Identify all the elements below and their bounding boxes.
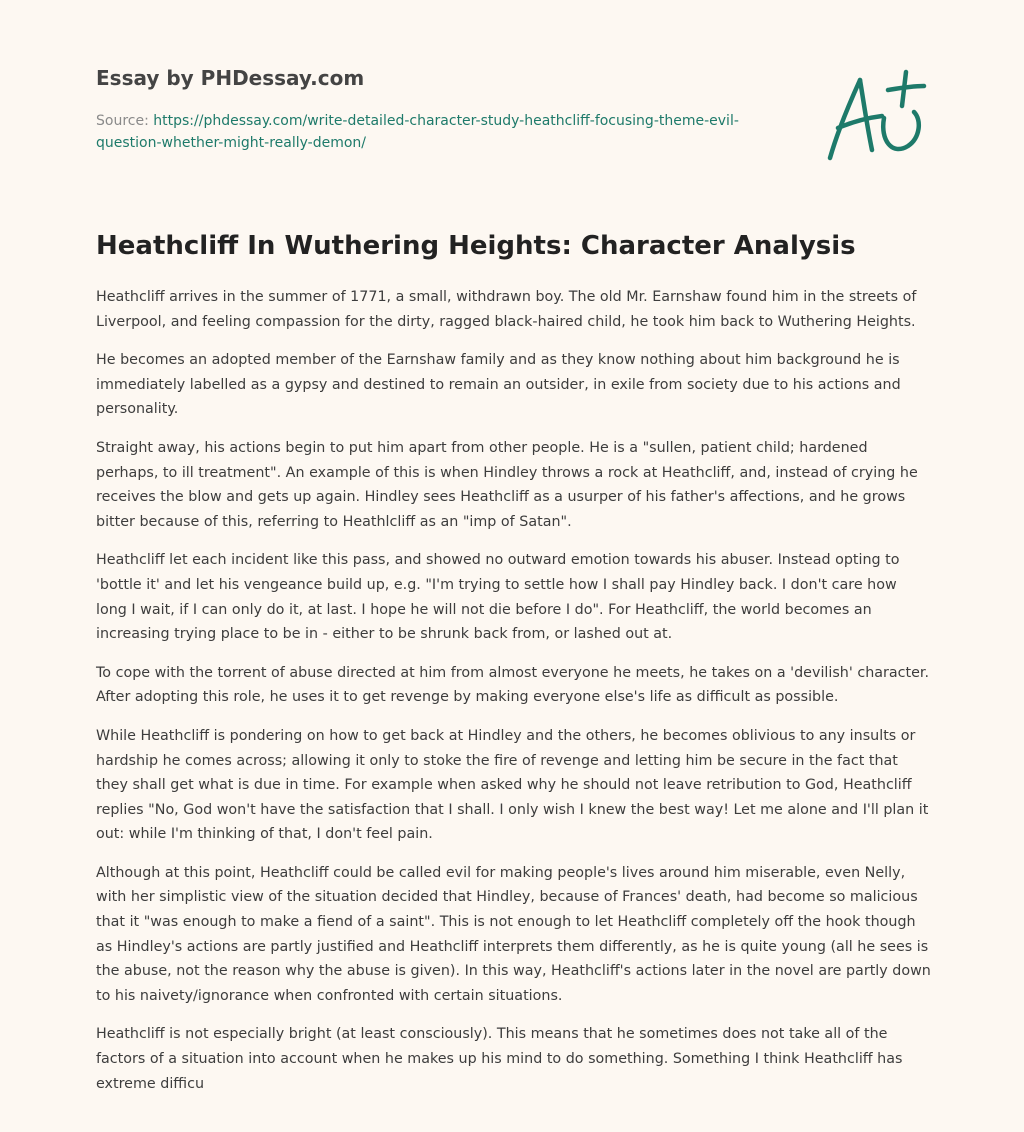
paragraph: Although at this point, Heathcliff could be called evil for making people's lives around him miserable, even Nelly, with her simplistic view of the situation decided that Hindley, because of Frances' death, had become so malicious that it "was enough to make a fiend of a saint". This is not enough to let Heathcliff completely off the hook though as Hindley's actions are partly justified and Heathcliff interprets them differently, as he is quite young (all he sees is the abuse, not the reason why the abuse is given). In this way, Heathcliff's actions later in the novel are partly down to his naivety/ignorance when confronted with certain situations. <box>96 864 931 1004</box>
paragraph: Straight away, his actions begin to put him apart from other people. He is a "sullen, patient child; hardened perhaps, to ill treatment". An example of this is when Hindley throws a rock at Heathcliff, and, instead of crying he receives the blow and gets up again. Hindley sees Heathcliff as a usurper of his father's affections, and he grows bitter because of this, referring to Heathlcliff as an "imp of Satan". <box>96 439 918 530</box>
paragraph: He becomes an adopted member of the Earnshaw family and as they know nothing about him background he is immediately labelled as a gypsy and destined to remain an outsider, in exile from society due to his actions and personality. <box>96 352 901 418</box>
a-plus-grade-icon <box>820 68 930 168</box>
paragraph: Heathcliff is not especially bright (at least consciously). This means that he sometimes does not take all of the factors of a situation into account when he makes up his mind to do something. Something I think Heathcliff has extreme difficu <box>96 1026 903 1092</box>
article-body <box>96 285 932 1110</box>
page-header <box>96 62 796 154</box>
paragraph: Heathcliff let each incident like this pass, and showed no outward emotion towards his abuser. Instead opting to 'bottle it' and let his vengeance build up, e.g. "I'm trying to settle how I shall pay Hindley back. I don't care how long I wait, if I can only do it, at last. I hope he will not die before I do". For Heathcliff, the world becomes an increasing trying place to be in - either to be shrunk back from, or lashed out at. <box>96 552 900 643</box>
source-line <box>96 110 786 154</box>
paragraph: To cope with the torrent of abuse directed at him from almost everyone he meets, he takes on a 'devilish' character. After adopting this role, he uses it to get revenge by making everyone else's life as difficult as possible. <box>96 664 930 706</box>
paragraph: Heathcliff arrives in the summer of 1771, a small, withdrawn boy. The old Mr. Earnshaw found him in the streets of Liverpool, and feeling compassion for the dirty, ragged black-haired child, he took him back to Wuthering Heights. <box>96 289 917 330</box>
site-name: Essay by PHDessay.com <box>96 66 365 90</box>
source-label: Source: <box>96 113 149 129</box>
paragraph: While Heathcliff is pondering on how to get back at Hindley and the others, he becomes oblivious to any insults or hardship he comes across; allowing it only to stoke the fire of revenge and letting him be secure in the fact that they shall get what is due in time. For example when asked why he should not leave retribution to God, Heathcliff replies "No, God won't have the satisfaction that I shall. I only wish I knew the best way! Let me alone and I'll plan it out: while I'm thinking of that, I don't feel pain. <box>96 727 929 843</box>
page-title: Heathcliff In Wuthering Heights: Character Analysis <box>96 231 856 261</box>
source-link[interactable]: https://phdessay.com/write-detailed-character-study-heathcliff-focusing-theme-evil-question-whether-might-really-demon/ <box>96 113 739 151</box>
